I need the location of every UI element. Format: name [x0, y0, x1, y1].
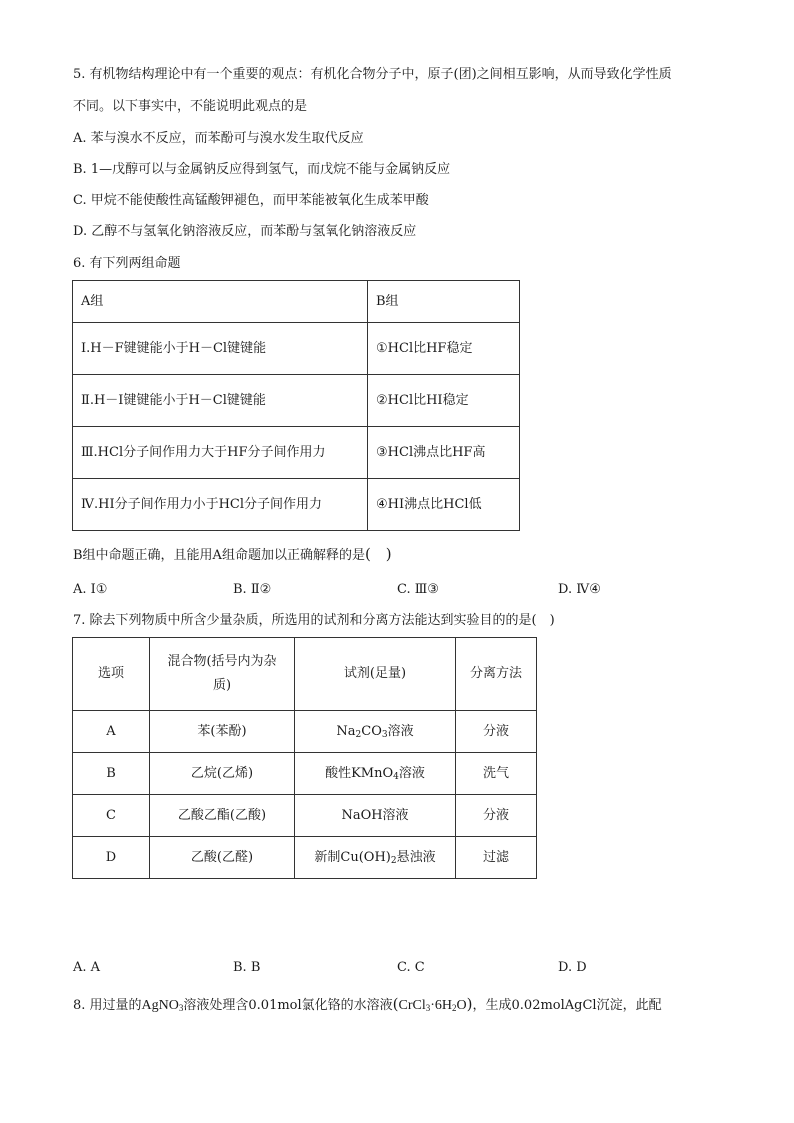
q8-formula-crcl3: $CrCl_3\cdot 6H_2O$: [398, 998, 467, 1013]
q6-option-a: A. Ⅰ①: [73, 582, 108, 597]
table-row: [73, 323, 520, 375]
q7-header-reagent: 试剂(足量): [295, 638, 456, 711]
q6-option-b: B. Ⅱ②: [233, 582, 272, 597]
table-row: [73, 375, 520, 427]
table-row: [73, 427, 520, 479]
q7-mixture-cell: 乙烷(乙烯): [150, 753, 295, 795]
q6-a-cell: Ⅳ.HI分子间作用力小于HCl分子间作用力: [73, 479, 368, 531]
q7-header-mixture: [150, 638, 295, 711]
q6-b-cell: ③HCl沸点比HF高: [368, 427, 520, 479]
q8-text-3: ，生成0.02molAgCl沉淀，此配: [472, 998, 662, 1013]
table-row: [73, 711, 537, 753]
q8-text-1: 8. 用过量的: [73, 998, 142, 1013]
q6-question-text: B组中命题正确，且能用A组命题加以正确解释的是: [73, 548, 365, 563]
q6-table-header-row: [73, 281, 520, 323]
table-row: [73, 795, 537, 837]
q7-method-cell: 分液: [456, 795, 537, 837]
q7-option-cell: D: [73, 837, 150, 879]
q6-b-cell: ④HI沸点比HCl低: [368, 479, 520, 531]
q8-stem: [73, 995, 662, 1015]
q5-option-c: C. 甲烷不能使酸性高锰酸钾褪色，而甲苯能被氧化生成苯甲酸: [73, 193, 429, 208]
q5-option-d: D. 乙醇不与氢氧化钠溶液反应，而苯酚与氢氧化钠溶液反应: [73, 224, 417, 239]
table-row: [73, 753, 537, 795]
q6-option-c: C. Ⅲ③: [397, 582, 439, 597]
table-row: [73, 479, 520, 531]
q8-paren-open: (: [392, 995, 399, 1013]
q6-a-cell: Ⅲ.HCl分子间作用力大于HF分子间作用力: [73, 427, 368, 479]
q7-header-option: 选项: [73, 638, 150, 711]
q6-header-b: B组: [368, 281, 520, 323]
q7-header-mixture-line2: 质): [212, 678, 232, 693]
q6-answer-paren: ( ): [364, 545, 392, 563]
q8-formula-agno3: AgNO$_3$: [141, 998, 184, 1013]
q7-mixture-cell: 苯(苯酚): [150, 711, 295, 753]
q7-option-b: B. B: [233, 960, 261, 975]
q6-stem: 6. 有下列两组命题: [73, 256, 181, 271]
q5-stem-line2: 不同。以下事实中，不能说明此观点的是: [73, 99, 308, 114]
q8-text-2: 溶液处理含0.01mol氯化铬的水溶液: [183, 998, 393, 1013]
q7-header-mixture-line1: 混合物(括号内为杂: [167, 654, 277, 669]
q7-option-c: C. C: [397, 960, 425, 975]
q6-question: [73, 545, 392, 565]
q7-method-cell: 分液: [456, 711, 537, 753]
q6-b-cell: ①HCl比HF稳定: [368, 323, 520, 375]
q7-mixture-cell: 乙酸乙酯(乙酸): [150, 795, 295, 837]
q7-reagent-cell: 酸性KMnO$_4$溶液: [295, 753, 456, 795]
q7-header-method: 分离方法: [456, 638, 537, 711]
q7-method-cell: 洗气: [456, 753, 537, 795]
q6-header-a: A组: [73, 281, 368, 323]
q7-reagent-cell: $Na_2CO_3$溶液: [295, 711, 456, 753]
q6-table: [72, 280, 520, 531]
q7-stem: 7. 除去下列物质中所含少量杂质，所选用的试剂和分离方法能达到实验目的的是( ): [73, 613, 555, 628]
q5-stem-line1: 5. 有机物结构理论中有一个重要的观点：有机化合物分子中，原子(团)之间相互影响，从而导致化学性质: [73, 67, 672, 82]
q6-a-cell: Ⅰ.H－F键键能小于H－Cl键键能: [73, 323, 368, 375]
q7-reagent-cell: NaOH溶液: [295, 795, 456, 837]
q6-b-cell: ②HCl比HI稳定: [368, 375, 520, 427]
q7-option-d: D. D: [558, 960, 587, 975]
q7-option-cell: C: [73, 795, 150, 837]
q8-paren-close: ): [466, 995, 473, 1013]
q7-option-cell: A: [73, 711, 150, 753]
q7-mixture-cell: 乙酸(乙醛): [150, 837, 295, 879]
q6-option-d: D. Ⅳ④: [558, 582, 601, 597]
q7-method-cell: 过滤: [456, 837, 537, 879]
q7-reagent-cell: 新制$Cu(OH)_2$悬浊液: [295, 837, 456, 879]
table-row: [73, 837, 537, 879]
q7-option-a: A. A: [73, 960, 101, 975]
q5-option-b: B. 1—戊醇可以与金属钠反应得到氢气，而戊烷不能与金属钠反应: [73, 162, 451, 177]
q5-option-a: A. 苯与溴水不反应，而苯酚可与溴水发生取代反应: [73, 131, 364, 146]
q6-a-cell: Ⅱ.H－I键键能小于H－Cl键键能: [73, 375, 368, 427]
q7-table-header-row: [73, 638, 537, 711]
q7-table: [72, 637, 537, 879]
q7-option-cell: B: [73, 753, 150, 795]
